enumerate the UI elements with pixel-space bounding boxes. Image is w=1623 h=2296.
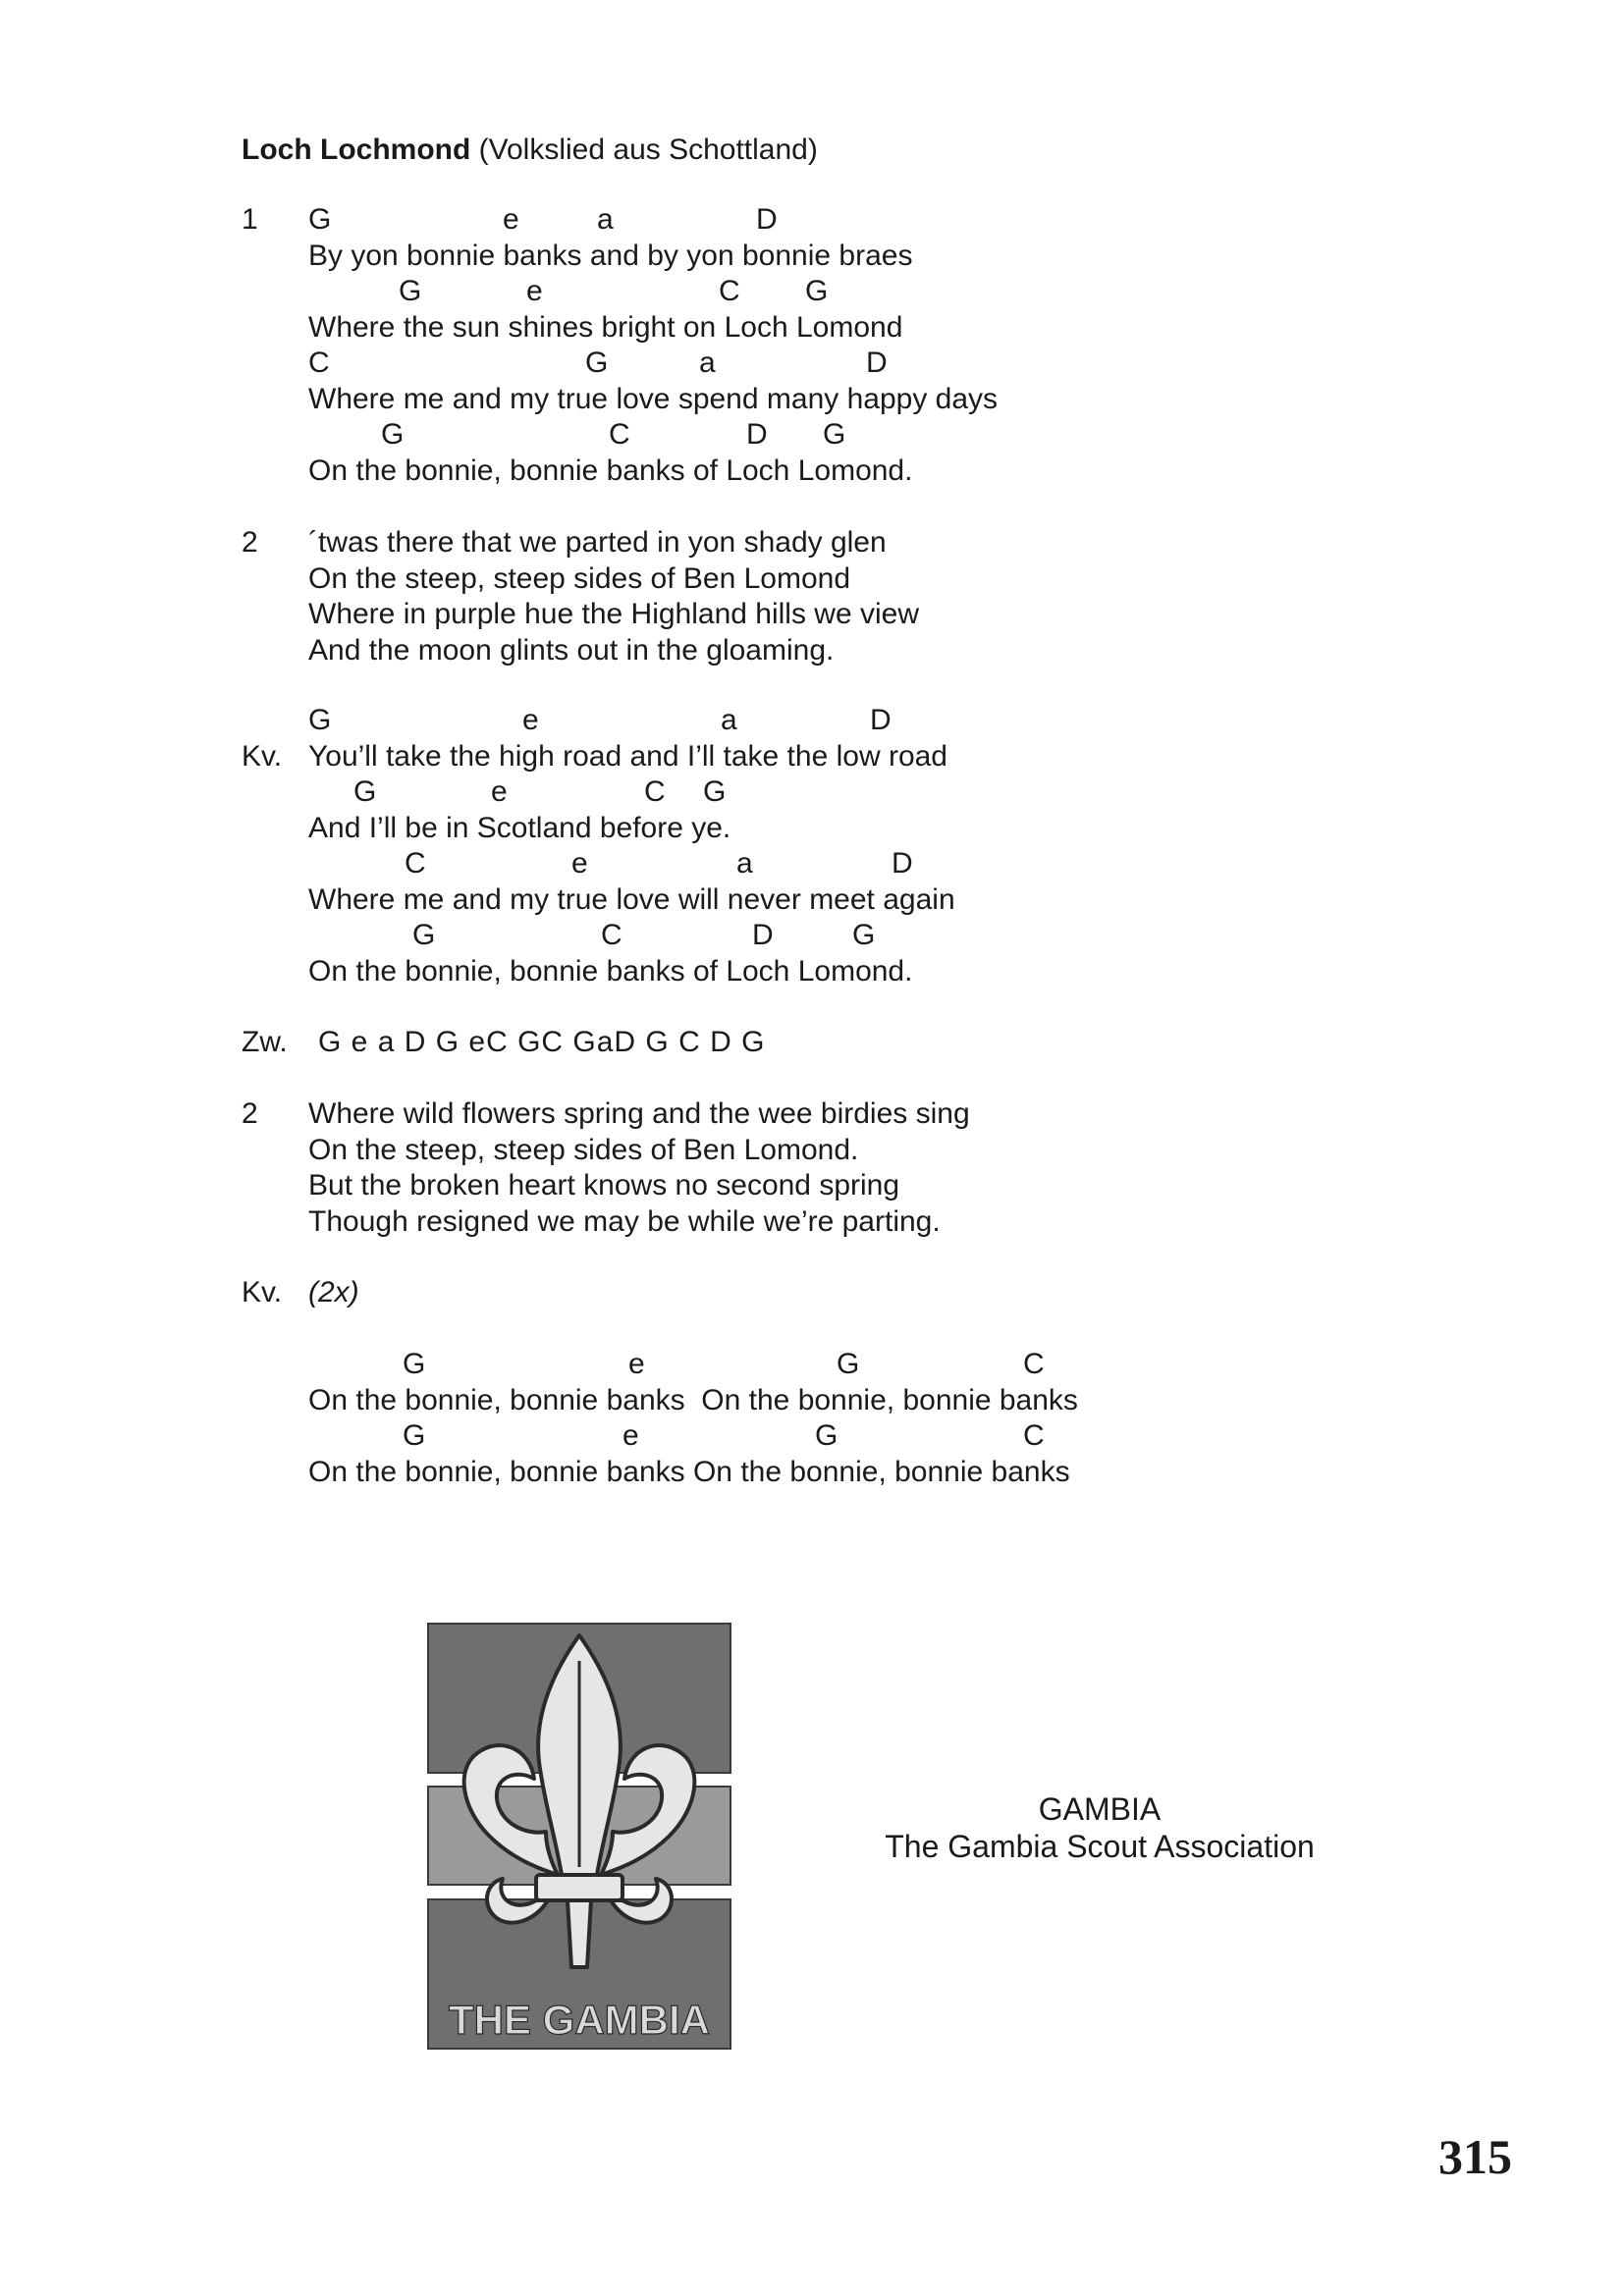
lyric-line: Where in purple hue the Highland hills we view — [308, 598, 920, 630]
lyric-row — [242, 1383, 1371, 1419]
chord: D — [752, 919, 774, 951]
lyric-row — [242, 1096, 1371, 1133]
lyric-line: On the steep, steep sides of Ben Lomond — [308, 561, 851, 595]
chorus-repeat — [242, 1275, 1371, 1311]
chorus-label: Kv. — [242, 739, 283, 773]
lyric-line: Where me and my true love spend many happy days — [308, 382, 999, 415]
chord: D — [746, 418, 768, 451]
chord: a — [736, 847, 753, 880]
chord-row — [242, 1418, 1371, 1455]
song-title: Loch Lochmond — [242, 133, 471, 166]
lyric-row — [242, 1168, 1371, 1204]
chord: D — [866, 347, 888, 379]
chord: C — [308, 347, 330, 379]
chord: D — [870, 704, 892, 736]
page-number: 315 — [1438, 2129, 1512, 2184]
chord: G — [403, 1348, 426, 1380]
chord-line — [308, 202, 1369, 239]
chord-row — [242, 274, 1371, 310]
chord-line — [308, 274, 1369, 310]
lyric-line: Where me and my true love will never meet again — [308, 882, 955, 916]
lyric-row — [242, 454, 1371, 490]
chord: C — [719, 275, 740, 307]
lyric-row — [242, 597, 1371, 633]
verse-number: 2 — [242, 1097, 258, 1130]
chord: G — [852, 919, 876, 951]
song-title-line — [242, 133, 818, 167]
chord-row — [242, 918, 1371, 954]
caption-country: GAMBIA — [1038, 1791, 1162, 1827]
chord: G — [805, 275, 829, 307]
lyric-line: On the steep, steep sides of Ben Lomond. — [308, 1133, 859, 1166]
chord-line — [308, 774, 1369, 811]
chord: e — [503, 203, 519, 236]
chord-row — [242, 417, 1371, 454]
chord: a — [699, 347, 716, 379]
chord-line — [308, 1347, 1369, 1383]
chord-line — [308, 346, 1369, 382]
outro — [242, 1347, 1371, 1490]
chord: G — [815, 1419, 839, 1452]
lyric-row — [242, 954, 1371, 990]
chord-line — [308, 918, 1369, 954]
lyric-row — [242, 1455, 1371, 1491]
lyric-line: You’ll take the high road and I’ll take the low road — [308, 739, 947, 773]
fleur-stem — [568, 1900, 591, 1967]
verse-number: 2 — [242, 526, 258, 559]
chord: e — [522, 704, 539, 736]
interlude — [242, 1025, 1371, 1061]
chorus — [242, 703, 1371, 989]
chord: G — [823, 418, 846, 451]
verse-2 — [242, 525, 1371, 668]
lyric-line: ´twas there that we parted in yon shady glen — [308, 526, 887, 559]
fleur-band — [536, 1875, 622, 1900]
lyric-line: On the bonnie, bonnie banks of Loch Lomond. — [308, 954, 913, 988]
chord: C — [405, 847, 426, 880]
chord: e — [526, 275, 543, 307]
repeat-note: (2x) — [308, 1276, 359, 1308]
chord: G — [703, 775, 727, 808]
chord: D — [756, 203, 778, 236]
lyric-row — [242, 525, 1371, 561]
chord: G — [585, 347, 609, 379]
repeat-row — [242, 1275, 1371, 1311]
lyric-line: By yon bonnie banks and by yon bonnie braes — [308, 239, 913, 272]
chord-row — [242, 846, 1371, 882]
chord-line — [308, 1418, 1369, 1455]
lyric-line: And the moon glints out in the gloaming. — [308, 633, 835, 667]
chord: e — [491, 775, 508, 808]
chord-row — [242, 202, 1371, 239]
interlude-row — [242, 1025, 1371, 1061]
chord: G — [412, 919, 436, 951]
chord: C — [1023, 1348, 1045, 1380]
chord-line — [308, 417, 1369, 454]
lyric-row — [242, 1204, 1371, 1241]
verse-number: 1 — [242, 203, 258, 236]
lyric-line: Where wild flowers spring and the wee birdies sing — [308, 1097, 970, 1130]
lyric-row — [242, 382, 1371, 418]
lyric-row — [242, 1133, 1371, 1169]
lyric-row — [242, 633, 1371, 669]
chord-row — [242, 774, 1371, 811]
chord: G — [308, 203, 332, 236]
chord-row — [242, 346, 1371, 382]
verse-1 — [242, 202, 1371, 489]
chord: D — [892, 847, 913, 880]
chord-line — [308, 846, 1369, 882]
chord-row — [242, 703, 1371, 739]
lyric-row — [242, 811, 1371, 847]
chord: C — [644, 775, 666, 808]
emblem-caption — [864, 1790, 1335, 1865]
chord: G — [353, 775, 377, 808]
lyric-line: But the broken heart knows no second spring — [308, 1169, 900, 1201]
chord: G — [403, 1419, 426, 1452]
lyric-line: And I’ll be in Scotland before ye. — [308, 811, 731, 844]
gambia-scout-emblem — [426, 1622, 732, 2051]
chord: G — [837, 1348, 860, 1380]
lyric-line: On the bonnie, bonnie banks On the bonnie, bonnie banks — [308, 1455, 1070, 1488]
chorus-label: Kv. — [242, 1276, 283, 1308]
interlude-label: Zw. — [242, 1026, 288, 1058]
lyric-row — [242, 882, 1371, 919]
chord: C — [1023, 1419, 1045, 1452]
chord: e — [622, 1419, 639, 1452]
lyric-row — [242, 561, 1371, 598]
chord: a — [721, 704, 737, 736]
lyric-line: Though resigned we may be while we’re parting. — [308, 1204, 941, 1238]
lyric-row — [242, 239, 1371, 275]
chord-line — [308, 703, 1369, 739]
lyric-row — [242, 739, 1371, 775]
chord: C — [609, 418, 630, 451]
chord: a — [597, 203, 614, 236]
chord: C — [601, 919, 622, 951]
chord: G — [308, 704, 332, 736]
lyric-line: On the bonnie, bonnie banks On the bonnie, bonnie banks — [308, 1383, 1078, 1416]
song-subtitle: (Volkslied aus Schottland) — [478, 133, 818, 166]
interlude-chords: G e a D G eC GC GaD G C D G — [318, 1026, 766, 1058]
verse-3 — [242, 1096, 1371, 1240]
caption-organisation: The Gambia Scout Association — [885, 1829, 1315, 1864]
emblem-text: THE GAMBIA — [449, 1997, 710, 2043]
lyric-line: On the bonnie, bonnie banks of Loch Lomond. — [308, 454, 913, 487]
chord-row — [242, 1347, 1371, 1383]
chord: e — [628, 1348, 645, 1380]
lyric-row — [242, 310, 1371, 347]
chord: G — [399, 275, 422, 307]
chord: e — [571, 847, 588, 880]
chord: G — [381, 418, 405, 451]
lyric-line: Where the sun shines bright on Loch Lomond — [308, 310, 903, 344]
